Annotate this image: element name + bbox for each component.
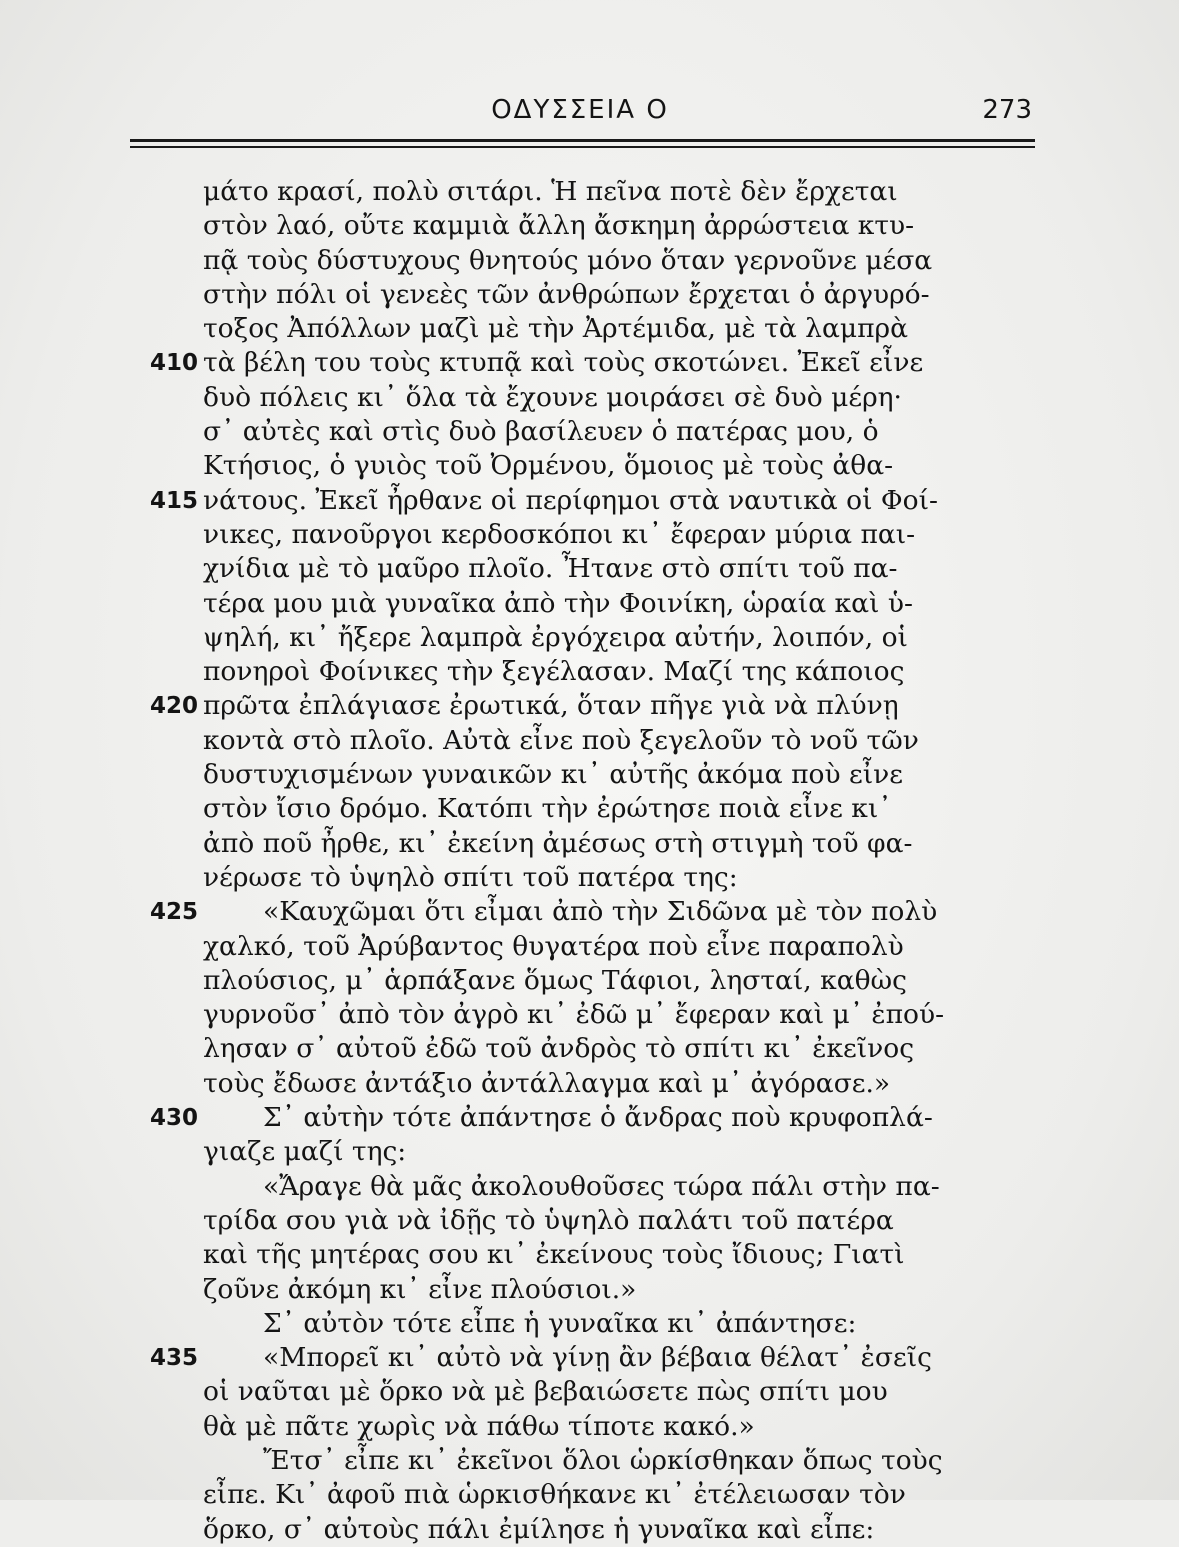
text-body <box>0 175 1179 1547</box>
line-text: καὶ τῆς μητέρας σου κι᾽ ἐκείνους τοὺς ἴδιους; Γιατὶ <box>203 1239 905 1271</box>
line-text: χαλκό, τοῦ Ἀρύβαντος θυγατέρα ποὺ εἶνε παραπολὺ <box>203 930 904 962</box>
text-line <box>0 827 1179 861</box>
text-line <box>0 689 1179 723</box>
line-number: 415 <box>150 487 199 514</box>
text-line <box>0 1478 1179 1512</box>
line-text: μάτο κρασί, πολὺ σιτάρι. Ἡ πεῖνα ποτὲ δὲν ἔρχεται <box>203 176 898 207</box>
line-text: πονηροὶ Φοίνικες τὴν ξεγέλασαν. Μαζί της κάποιος <box>203 656 905 688</box>
text-line <box>0 244 1179 278</box>
line-text: νικες, πανοῦργοι κερδοσκόποι κι᾽ ἔφεραν μύρια παι- <box>203 518 916 550</box>
header-rule <box>130 146 1035 148</box>
line-text: γιαζε μαζί της: <box>203 1136 407 1168</box>
line-text: τοὺς ἔδωσε ἀντάξιο ἀντάλλαγμα καὶ μ᾽ ἀγόρασε.» <box>203 1067 891 1099</box>
line-text: στὴν πόλι οἱ γενεὲς τῶν ἀνθρώπων ἔρχεται ὁ ἀργυρό- <box>203 278 930 310</box>
text-line <box>0 1135 1179 1169</box>
text-line <box>0 1067 1179 1101</box>
header-rule <box>130 139 1035 142</box>
text-line <box>0 209 1179 243</box>
text-line <box>0 484 1179 518</box>
text-line <box>0 1444 1179 1478</box>
text-line <box>0 346 1179 380</box>
text-line <box>0 381 1179 415</box>
line-text: πρῶτα ἐπλάγιασε ἐρωτικά, ὅταν πῆγε γιὰ νὰ πλύνῃ <box>203 690 899 722</box>
line-text: στὸν ἴσιο δρόμο. Κατόπι τὴν ἐρώτησε ποιὰ εἶνε κι᾽ <box>203 793 892 825</box>
line-text: ὅρκο, σ᾽ αὐτοὺς πάλι ἐμίλησε ἡ γυναῖκα καὶ εἶπε: <box>203 1513 875 1545</box>
line-text: δυὸ πόλεις κι᾽ ὅλα τὰ ἔχουνε μοιράσει σὲ δυὸ μέρη· <box>203 381 902 413</box>
line-text: κοντὰ στὸ πλοῖο. Αὐτὰ εἶνε ποὺ ξεγελοῦν τὸ νοῦ τῶν <box>203 724 919 756</box>
text-line <box>0 1307 1179 1341</box>
line-number: 430 <box>150 1105 199 1132</box>
line-text: τρίδα σου γιὰ νὰ ἰδῇς τὸ ὑψηλὸ παλάτι τοῦ πατέρα <box>203 1204 894 1236</box>
line-text: ζοῦνε ἀκόμη κι᾽ εἶνε πλούσιοι.» <box>203 1273 637 1305</box>
line-text: Σ᾽ αὐτὸν τότε εἶπε ἡ γυναῖκα κι᾽ ἀπάντησε: <box>263 1307 857 1339</box>
line-text: νέρωσε τὸ ὑψηλὸ σπίτι τοῦ πατέρα της: <box>203 861 738 893</box>
line-text: «Ἄραγε θὰ μᾶς ἀκολουθοῦσες τώρα πάλι στὴν πα- <box>263 1170 940 1202</box>
line-text: σ᾽ αὐτὲς καὶ στὶς δυὸ βασίλευεν ὁ πατέρας μου, ὁ <box>203 416 879 448</box>
text-line <box>0 175 1179 209</box>
line-text: τέρα μου μιὰ γυναῖκα ἀπὸ τὴν Φοινίκη, ὡραία καὶ ὑ- <box>203 587 913 619</box>
line-text: Κτήσιος, ὁ γυιὸς τοῦ Ὀρμένου, ὅμοιος μὲ τοὺς ἀθα- <box>203 450 894 482</box>
line-text: «Μπορεῖ κι᾽ αὐτὸ νὰ γίνῃ ἂν βέβαια θέλατ᾽ ἐσεῖς <box>263 1342 932 1374</box>
page-number: 273 <box>982 95 1032 125</box>
text-line <box>0 621 1179 655</box>
line-number: 420 <box>150 693 199 720</box>
text-line <box>0 1341 1179 1375</box>
line-text: χνίδια μὲ τὸ μαῦρο πλοῖο. Ἦτανε στὸ σπίτι τοῦ πα- <box>203 553 898 585</box>
line-text: πλούσιος, μ᾽ ἁρπάξανε ὅμως Τάφιοι, λησταί, καθὼς <box>203 964 908 996</box>
text-line <box>0 1238 1179 1272</box>
text-line <box>0 655 1179 689</box>
line-text: «Καυχῶμαι ὅτι εἶμαι ἀπὸ τὴν Σιδῶνα μὲ τὸν πολὺ <box>263 896 938 928</box>
text-line <box>0 312 1179 346</box>
text-line <box>0 518 1179 552</box>
text-line <box>0 1032 1179 1066</box>
line-text: στὸν λαό, οὔτε καμμιὰ ἄλλη ἄσκημη ἀρρώστεια κτυ- <box>203 210 915 242</box>
text-line <box>0 552 1179 586</box>
text-line <box>0 895 1179 929</box>
line-text: οἱ ναῦται μὲ ὅρκο νὰ μὲ βεβαιώσετε πὼς σπίτι μου <box>203 1376 888 1408</box>
text-line <box>0 930 1179 964</box>
line-text: πᾷ τοὺς δύστυχους θνητούς μόνο ὅταν γερνοῦνε μέσα <box>203 244 933 276</box>
line-number: 435 <box>150 1345 199 1372</box>
text-line <box>0 278 1179 312</box>
text-line <box>0 1513 1179 1547</box>
text-line <box>0 1410 1179 1444</box>
text-line <box>0 1101 1179 1135</box>
text-line <box>0 449 1179 483</box>
line-text: θὰ μὲ πᾶτε χωρὶς νὰ πάθω τίποτε κακό.» <box>203 1410 755 1442</box>
text-line <box>0 1375 1179 1409</box>
text-line <box>0 724 1179 758</box>
line-text: ἀπὸ ποῦ ἦρθε, κι᾽ ἐκείνη ἀμέσως στὴ στιγμὴ τοῦ φα- <box>203 827 913 859</box>
line-text: Σ᾽ αὐτὴν τότε ἀπάντησε ὁ ἄνδρας ποὺ κρυφοπλά- <box>263 1102 933 1134</box>
text-line <box>0 998 1179 1032</box>
text-line <box>0 587 1179 621</box>
line-text: εἶπε. Κι᾽ ἀφοῦ πιὰ ὡρκισθήκανε κι᾽ ἐτέλειωσαν τὸν <box>203 1479 906 1511</box>
line-text: ψηλή, κι᾽ ἤξερε λαμπρὰ ἐργόχειρα αὐτήν, λοιπόν, οἱ <box>203 621 908 653</box>
line-number: 425 <box>150 899 199 926</box>
text-line <box>0 1273 1179 1307</box>
text-line <box>0 1170 1179 1204</box>
line-text: Ἔτσ᾽ εἶπε κι᾽ ἐκεῖνοι ὅλοι ὡρκίσθηκαν ὅπως τοὺς <box>263 1444 943 1476</box>
text-line <box>0 861 1179 895</box>
line-number: 410 <box>150 350 199 377</box>
line-text: γυρνοῦσ᾽ ἀπὸ τὸν ἀγρὸ κι᾽ ἐδῶ μ᾽ ἔφεραν καὶ μ᾽ ἐπού- <box>203 999 945 1031</box>
text-line <box>0 792 1179 826</box>
line-text: δυστυχισμένων γυναικῶν κι᾽ αὐτῆς ἀκόμα ποὺ εἶνε <box>203 759 903 791</box>
line-text: τοξος Ἀπόλλων μαζὶ μὲ τὴν Ἀρτέμιδα, μὲ τὰ λαμπρὰ <box>203 313 908 345</box>
text-line <box>0 1204 1179 1238</box>
running-header-title: ΟΔΥΣΣΕΙΑ Ο <box>491 95 669 125</box>
text-line <box>0 964 1179 998</box>
line-text: νάτους. Ἐκεῖ ἦρθανε οἱ περίφημοι στὰ ναυτικὰ οἱ Φοί- <box>203 484 938 516</box>
line-text: τὰ βέλη του τοὺς κτυπᾷ καὶ τοὺς σκοτώνει. Ἐκεῖ εἶνε <box>203 347 924 379</box>
text-line <box>0 758 1179 792</box>
text-line <box>0 415 1179 449</box>
line-text: λησαν σ᾽ αὐτοῦ ἐδῶ τοῦ ἀνδρὸς τὸ σπίτι κι᾽ ἐκεῖνος <box>203 1033 915 1065</box>
